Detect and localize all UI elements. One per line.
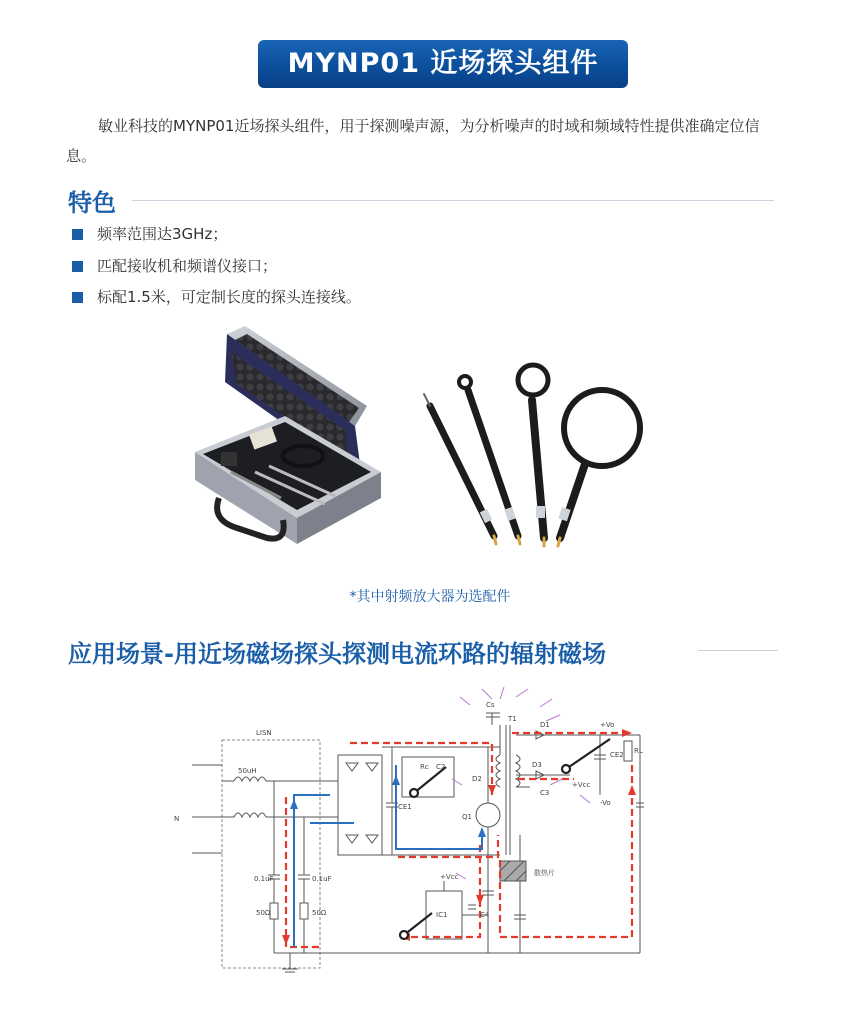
d1-label: D1 bbox=[540, 721, 550, 729]
optional-amplifier-note: *其中射频放大器为选配件 bbox=[349, 589, 511, 605]
cap1-label: 0.1uF bbox=[254, 875, 274, 883]
vcc-label-top: +Vcc bbox=[572, 781, 591, 789]
rl-label: RL bbox=[634, 747, 643, 755]
current-loop-circuit-diagram bbox=[170, 685, 670, 985]
features-heading: 特色 bbox=[68, 189, 116, 217]
probe-kit-case-image bbox=[185, 322, 390, 552]
vcc-label-bottom: +Vcc bbox=[440, 873, 459, 881]
cap2-label: 0.1uF bbox=[312, 875, 332, 883]
vo-positive-label: +Vo bbox=[600, 721, 615, 729]
ic1-label: IC1 bbox=[436, 911, 448, 919]
features-divider bbox=[132, 200, 774, 201]
square-bullet-icon bbox=[72, 292, 83, 303]
heatsink-label: 散热片 bbox=[534, 869, 555, 877]
page-title: MYNP01 近场探头组件 bbox=[258, 40, 628, 88]
t1-label: T1 bbox=[508, 715, 517, 723]
ce2-label: CE2 bbox=[610, 751, 624, 759]
neutral-label: N bbox=[174, 815, 180, 823]
intro-paragraph: 敏业科技的MYNP01近场探头组件，用于探测噪声源，为分析噪声的时域和频域特性提供准确定位信息。 bbox=[66, 117, 760, 165]
c4-label: C4 bbox=[480, 911, 490, 919]
ce1-label: CE1 bbox=[398, 803, 412, 811]
lisn-label: LISN bbox=[256, 729, 272, 737]
c2-label: C2 bbox=[436, 763, 446, 771]
q1-label: Q1 bbox=[462, 813, 472, 821]
res2-label: 50Ω bbox=[312, 909, 327, 917]
square-bullet-icon bbox=[72, 261, 83, 272]
square-bullet-icon bbox=[72, 229, 83, 240]
d3-label: D3 bbox=[532, 761, 542, 769]
rc-label: Rc bbox=[420, 763, 429, 771]
cs-label: Cs bbox=[486, 701, 495, 709]
feature-item: 频率范围达3GHz； bbox=[72, 224, 227, 244]
inductor-label: 50uH bbox=[238, 767, 257, 775]
res1-label: 50Ω bbox=[256, 909, 271, 917]
vo-negative-label: -Vo bbox=[600, 799, 611, 807]
feature-item: 匹配接收机和频谱仪接口； bbox=[72, 256, 277, 276]
application-heading: 应用场景-用近场磁场探头探测电流环路的辐射磁场 bbox=[68, 640, 606, 668]
application-divider bbox=[698, 650, 778, 651]
d2-label: D2 bbox=[472, 775, 482, 783]
feature-item: 标配1.5米，可定制长度的探头连接线。 bbox=[72, 287, 361, 307]
near-field-probes-image bbox=[410, 360, 660, 550]
c3-label: C3 bbox=[540, 789, 550, 797]
